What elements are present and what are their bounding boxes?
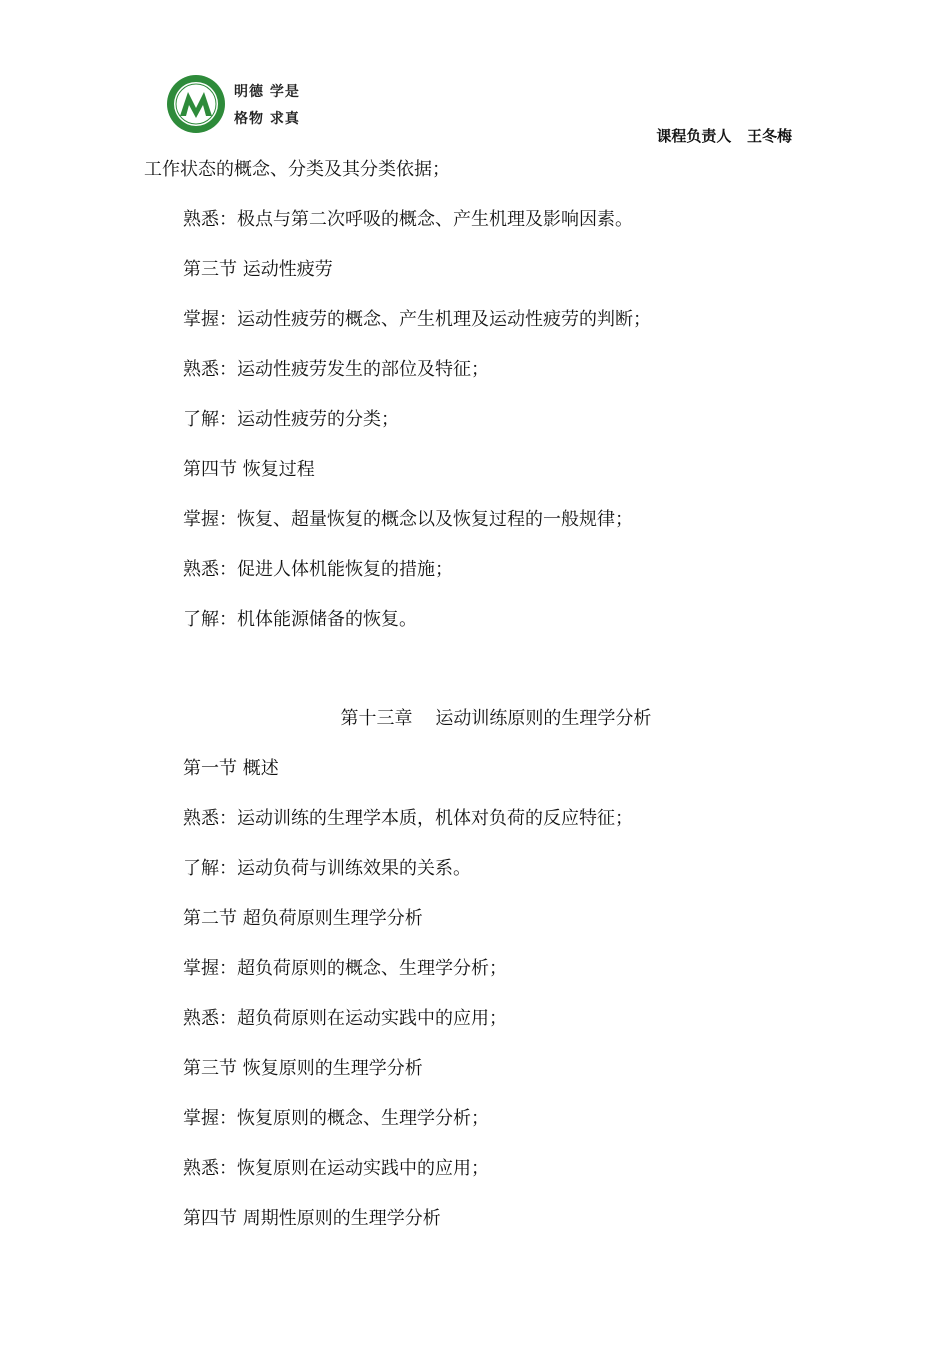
text-line: 掌握：超负荷原则的概念、生理学分析； [183,958,507,979]
section-heading: 第四节 周期性原则的生理学分析 [183,1208,441,1229]
section-heading: 第四节 恢复过程 [183,459,315,480]
section-heading: 第三节 恢复原则的生理学分析 [183,1058,423,1079]
text-line: 掌握：运动性疲劳的概念、产生机理及运动性疲劳的判断； [183,309,651,330]
text-line: 了解：机体能源储备的恢复。 [183,609,417,630]
text-line: 熟悉：促进人体机能恢复的措施； [183,559,453,580]
section-heading: 第二节 超负荷原则生理学分析 [183,908,423,929]
text-line: 掌握：恢复原则的概念、生理学分析； [183,1108,489,1129]
section-heading: 第三节 运动性疲劳 [183,259,333,280]
text-line: 了解：运动性疲劳的分类； [183,409,399,430]
university-logo [166,74,226,134]
section-heading: 第一节 概述 [183,758,279,779]
text-line: 工作状态的概念、分类及其分类依据； [144,159,450,180]
text-line: 了解：运动负荷与训练效果的关系。 [183,858,471,879]
text-line: 熟悉：恢复原则在运动实践中的应用； [183,1158,489,1179]
text-line: 熟悉：运动训练的生理学本质，机体对负荷的反应特征； [183,808,633,829]
text-line: 熟悉：超负荷原则在运动实践中的应用； [183,1008,507,1029]
page-header [0,0,952,150]
text-line: 熟悉：运动性疲劳发生的部位及特征； [183,359,489,380]
chapter-title: 第十三章 运动训练原则的生理学分析 [340,708,652,729]
text-line: 熟悉：极点与第二次呼吸的概念、产生机理及影响因素。 [183,209,633,230]
motto-line-1: 明德 学是 [234,84,300,100]
text-line: 掌握：恢复、超量恢复的概念以及恢复过程的一般规律； [183,509,633,530]
motto-line-2: 格物 求真 [234,111,300,127]
course-responsible: 课程负责人 王冬梅 [656,127,792,145]
